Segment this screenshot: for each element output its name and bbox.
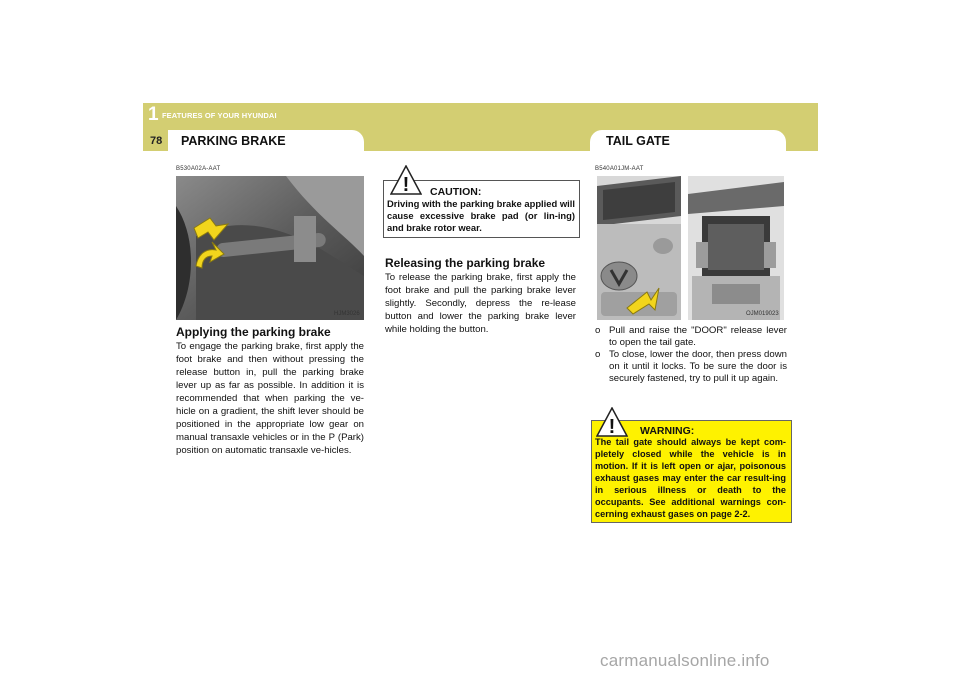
warning-text: The tail gate should always be kept com-pletely closed while the vehicle is in motion. If it is left open or ajar, poisonous exhaust gases may enter the car result-ing in serious illness or death to the occupants. See additional warnings con-cerning exhaust gases on page 2-2. bbox=[595, 437, 786, 519]
svg-text:!: ! bbox=[608, 416, 616, 437]
releasing-parking-brake-text: To release the parking brake, first apply the foot brake and pull the parking brake lever slightly. Secondly, depress the re-lease button and lower the parking brake lever while holding the button. bbox=[385, 272, 576, 335]
photo-code-parking-brake: HJM3026 bbox=[334, 311, 360, 317]
section-title-parking-brake: PARKING BRAKE bbox=[181, 134, 286, 148]
page-number: 78 bbox=[150, 135, 163, 147]
chapter-title: FEATURES OF YOUR HYUNDAI bbox=[162, 111, 277, 120]
list-item bbox=[595, 349, 787, 385]
section-title-tail-gate: TAIL GATE bbox=[606, 134, 670, 148]
bullet-text: To close, lower the door, then press down on it until it locks. To be sure the door is securely fastened, try to pull it up again. bbox=[609, 349, 787, 384]
warning-triangle-icon bbox=[596, 407, 628, 437]
tail-gate-open-photo bbox=[688, 176, 784, 320]
photo-code-tail-gate: OJM019023 bbox=[746, 311, 779, 317]
caution-warning-triangle-icon bbox=[390, 165, 422, 195]
bullet-mark: o bbox=[595, 349, 601, 360]
watermark: carmanualsonline.info bbox=[600, 651, 770, 670]
warning-title: WARNING: bbox=[640, 425, 695, 437]
caution-title: CAUTION: bbox=[430, 186, 482, 198]
parking-brake-photo bbox=[176, 176, 364, 320]
section-code: B530A02A-AAT bbox=[176, 166, 221, 172]
list-item bbox=[595, 325, 787, 349]
section-code-tail-gate: B540A01JM-AAT bbox=[595, 166, 644, 172]
bullet-text: Pull and raise the "DOOR" release lever to open the tail gate. bbox=[609, 325, 787, 348]
subhead-releasing-parking-brake: Releasing the parking brake bbox=[385, 256, 546, 270]
caution-text: Driving with the parking brake applied will cause excessive brake pad (or lin-ing) and brake rotor wear. bbox=[387, 198, 575, 233]
bullet-mark: o bbox=[595, 325, 601, 336]
chapter-number: 1 bbox=[148, 104, 159, 125]
tail-gate-instructions bbox=[595, 325, 787, 385]
svg-text:!: ! bbox=[402, 174, 410, 195]
applying-parking-brake-text: To engage the parking brake, first apply the foot brake and then without pressing the release button in, pull the parking brake lever up as far as possible. In addition it is recommended that when parking the ve-hicle on a gradient, the shift lever should be positioned in the appropriate low gear on manual transaxle vehicles or in the P (Park) position on automatic transaxle ve-hicles. bbox=[176, 341, 364, 456]
tail-gate-release-photo bbox=[597, 176, 681, 320]
subhead-applying-parking-brake: Applying the parking brake bbox=[176, 325, 331, 339]
